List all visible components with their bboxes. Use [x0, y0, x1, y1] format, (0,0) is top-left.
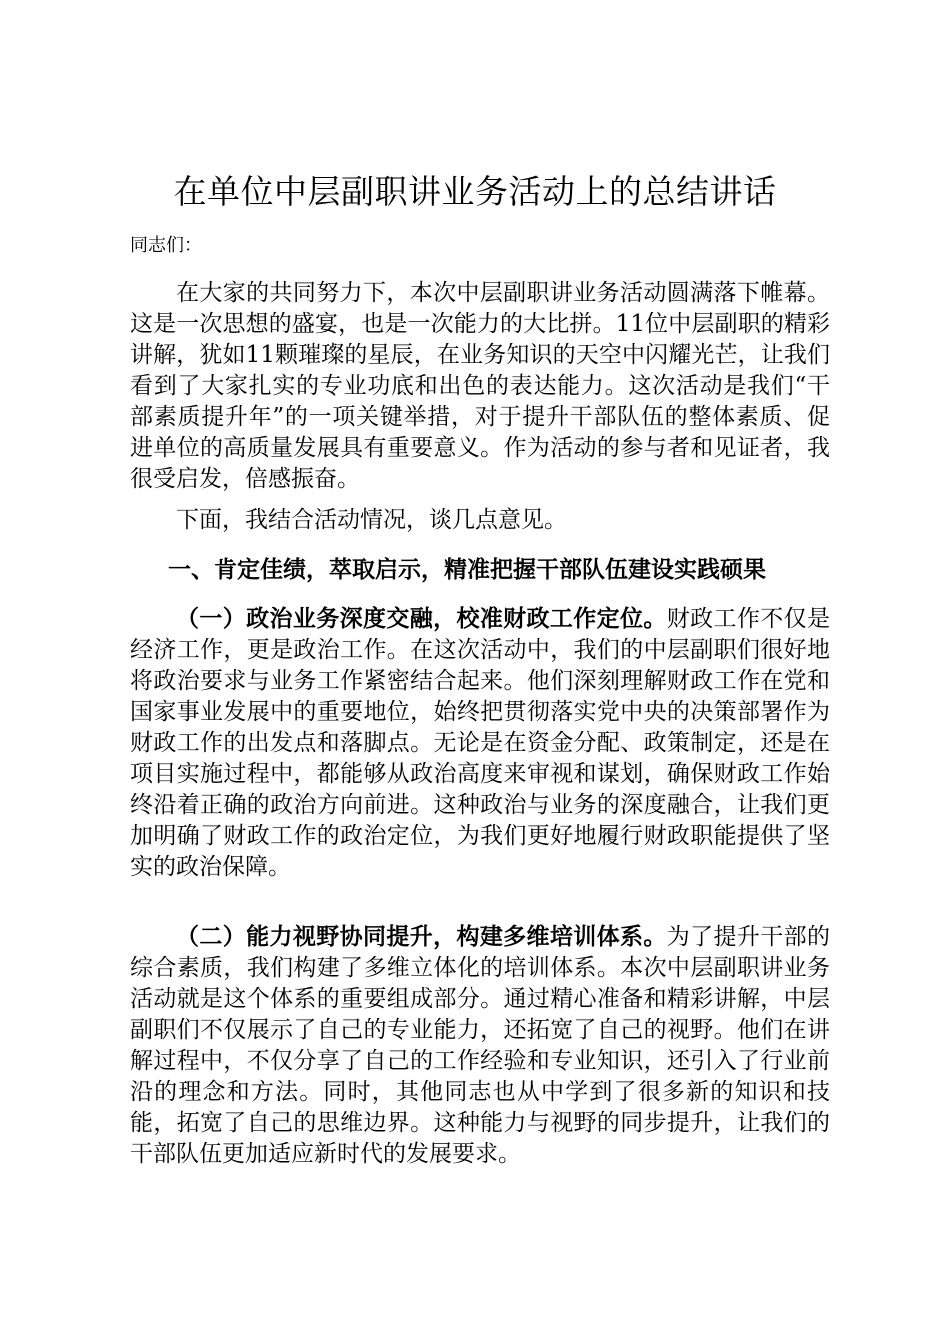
document-title: 在单位中层副职讲业务活动上的总结讲话	[173, 172, 777, 211]
section-1-item-1	[130, 603, 830, 883]
section-1-item-2	[130, 921, 830, 1170]
salutation: 同志们：	[130, 235, 202, 256]
transition-paragraph: 下面，我结合活动情况，谈几点意见。	[176, 507, 567, 533]
intro-paragraph: 在大家的共同努力下，本次中层副职讲业务活动圆满落下帷幕。这是一次思想的盛宴，也是一次能力的大比拼。11位中层副职的精彩讲解，犹如11颗璀璨的星辰，在业务知识的天空中闪耀光芒，让我们看到了大家扎实的专业功底和出色的表达能力。这次活动是我们“干部素质提升年”的一项关键举措，对于提升干部队伍的整体素质、促进单位的高质量发展具有重要意义。作为活动的参与者和见证者，我很受启发，倍感振奋。	[130, 280, 830, 492]
section-1-heading: 一、肯定佳绩，萃取启示，精准把握干部队伍建设实践硕果	[168, 556, 766, 583]
item-1-text: 财政工作不仅是经济工作，更是政治工作。在这次活动中，我们的中层副职们很好地将政治要求与业务工作紧密结合起来。他们深刻理解财政工作在党和国家事业发展中的重要地位，始终把贯彻落实党中央的决策部署作为财政工作的出发点和落脚点。无论是在资金分配、政策制定，还是在项目实施过程中，都能够从政治高度来审视和谋划，确保财政工作始终沿着正确的政治方向前进。这种政治与业务的深度融合，让我们更加明确了财政工作的政治定位，为我们更好地履行财政职能提供了坚实的政治保障。	[130, 606, 831, 880]
item-2-text: 为了提升干部的综合素质，我们构建了多维立体化的培训体系。本次中层副职讲业务活动就是这个体系的重要组成部分。通过精心准备和精彩讲解，中层副职们不仅展示了自己的专业能力，还拓宽了自己的视野。他们在讲解过程中，不仅分享了自己的工作经验和专业知识，还引入了行业前沿的理念和方法。同时，其他同志也从中学到了很多新的知识和技能，拓宽了自己的思维边界。这种能力与视野的同步提升，让我们的干部队伍更加适应新时代的发展要求。	[130, 924, 831, 1167]
item-2-lead: （二）能力视野协同提升，构建多维培训体系。	[176, 923, 667, 950]
item-1-lead: （一）政治业务深度交融，校准财政工作定位。	[176, 605, 667, 632]
